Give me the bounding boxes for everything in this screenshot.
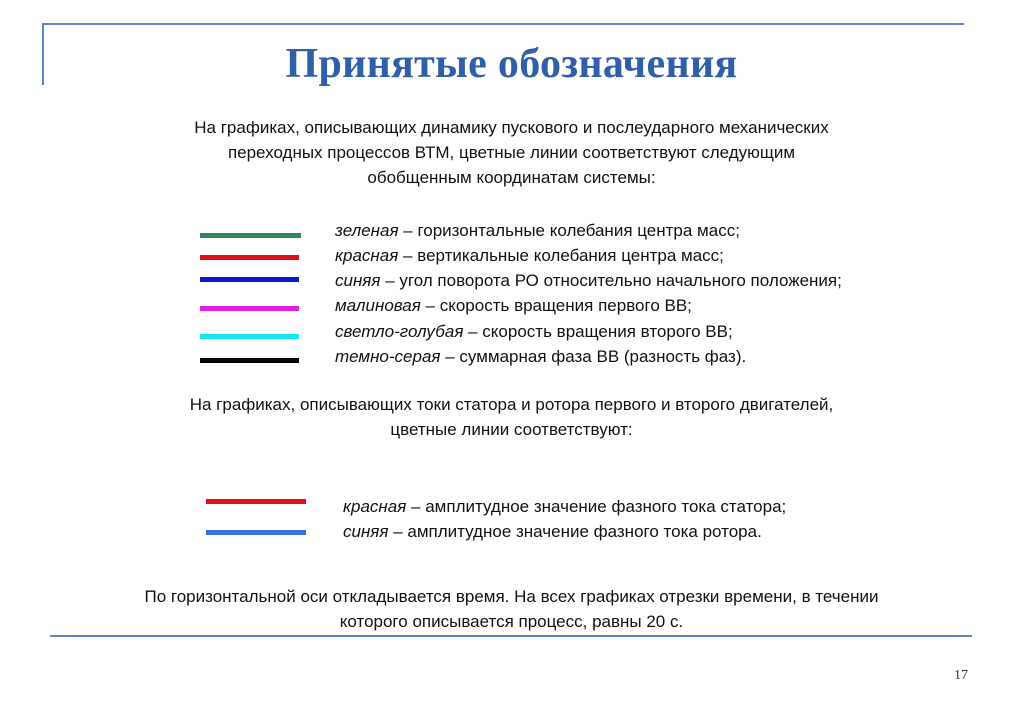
legend-description: – горизонтальные колебания центра масс; — [398, 221, 740, 240]
legend-color-name: зеленая — [335, 221, 399, 240]
legend-line-blue — [206, 530, 306, 535]
legend-color-name: красная — [335, 246, 399, 265]
legend-color-name: светло-голубая — [335, 322, 464, 341]
legend-item — [335, 345, 746, 369]
intro-line: На графиках, описывающих динамику пускового и послеударного механических — [194, 118, 829, 137]
legend-color-name: малиновая — [335, 296, 421, 315]
legend-color-name: темно-серая — [335, 347, 441, 366]
slide-title: Принятые обозначения — [285, 41, 738, 87]
footer-line: которого описывается процесс, равны 20 с. — [339, 612, 684, 631]
legend-description: – амплитудное значение фазного тока статора; — [406, 497, 787, 516]
frame-bottom-rule — [50, 635, 972, 637]
footer-line: По горизонтальной оси откладывается время. На всех графиках отрезки времени, в течении — [144, 587, 879, 606]
legend-description: – скорость вращения первого ВВ; — [420, 296, 692, 315]
currents-intro-line: На графиках, описывающих токи статора и ротора первого и второго двигателей, — [189, 395, 834, 414]
legend-line-red — [200, 255, 299, 260]
legend-item — [335, 294, 692, 318]
legend-description: – вертикальные колебания центра масс; — [398, 246, 724, 265]
legend-color-name: красная — [343, 497, 407, 516]
frame-top-rule — [42, 23, 964, 25]
legend-description: – угол поворота РО относительно начального положения; — [380, 271, 842, 290]
legend-description: – амплитудное значение фазного тока ротора. — [388, 522, 762, 541]
legend-item — [343, 520, 762, 544]
legend-item — [335, 244, 724, 268]
legend-item — [343, 495, 786, 519]
footer-paragraph — [0, 584, 1023, 634]
intro-line: обобщенным координатам системы: — [367, 168, 656, 187]
currents-intro-line: цветные линии соответствуют: — [390, 420, 633, 439]
legend-line-black — [200, 358, 299, 363]
page-number: 17 — [954, 668, 968, 683]
legend-line-magenta — [200, 306, 299, 311]
legend-line-cyan — [200, 334, 299, 339]
intro-line: переходных процессов ВТМ, цветные линии соответствуют следующим — [227, 143, 796, 162]
legend-item — [335, 269, 842, 293]
legend-color-name: синяя — [343, 522, 389, 541]
legend-description: – суммарная фаза ВВ (разность фаз). — [440, 347, 747, 366]
legend-line-blue — [200, 277, 299, 282]
legend-line-green — [200, 233, 301, 238]
legend-item — [335, 320, 733, 344]
currents-intro-paragraph — [0, 392, 1023, 442]
legend-line-red — [206, 499, 306, 504]
legend-description: – скорость вращения второго ВВ; — [463, 322, 733, 341]
legend-color-name: синяя — [335, 271, 381, 290]
legend-item — [335, 219, 740, 243]
intro-paragraph — [0, 115, 1023, 190]
